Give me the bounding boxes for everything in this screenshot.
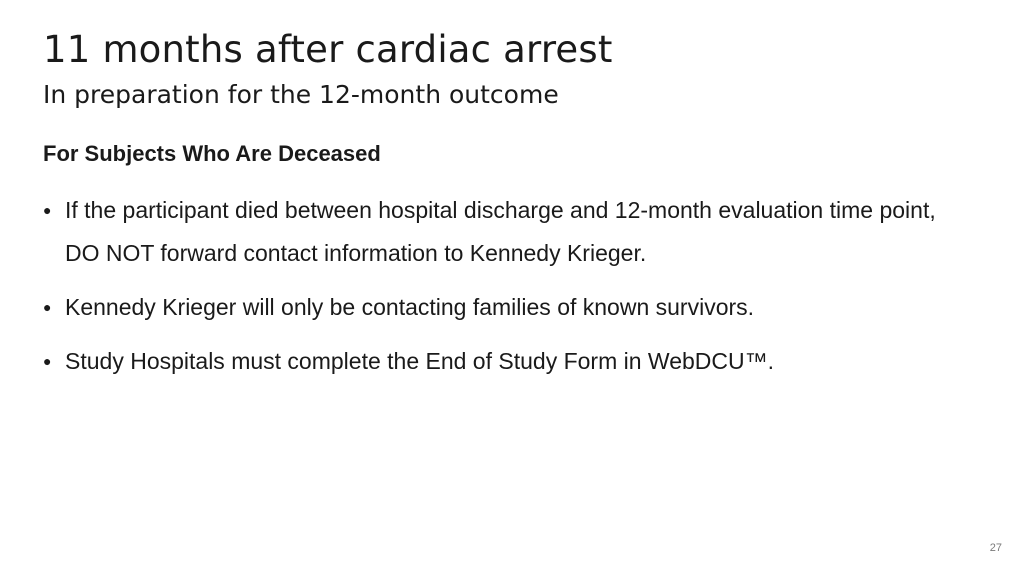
page-number: 27: [989, 542, 1002, 554]
bullet-text: Kennedy Krieger will only be contacting families of known survivors.: [65, 293, 755, 320]
bullet-dot-icon: ●: [43, 201, 52, 218]
slide-subtitle: In preparation for the 12-month outcome: [43, 80, 559, 109]
bullet-item: [43, 286, 973, 329]
bullet-item: [43, 340, 973, 383]
section-heading: For Subjects Who Are Deceased: [43, 141, 381, 166]
bullet-dot-icon: ●: [43, 298, 52, 315]
slide-title: 11 months after cardiac arrest: [43, 28, 613, 71]
bullet-dot-icon: ●: [43, 352, 52, 369]
bullet-item: [43, 189, 973, 275]
bullet-list: [43, 189, 973, 383]
bullet-text: If the participant died between hospital discharge and 12-month evaluation time point, DO NOT forward contact information to Kennedy Krieger.: [65, 196, 936, 266]
slide-body: [43, 140, 973, 394]
bullet-text: Study Hospitals must complete the End of Study Form in WebDCU™.: [65, 347, 775, 374]
